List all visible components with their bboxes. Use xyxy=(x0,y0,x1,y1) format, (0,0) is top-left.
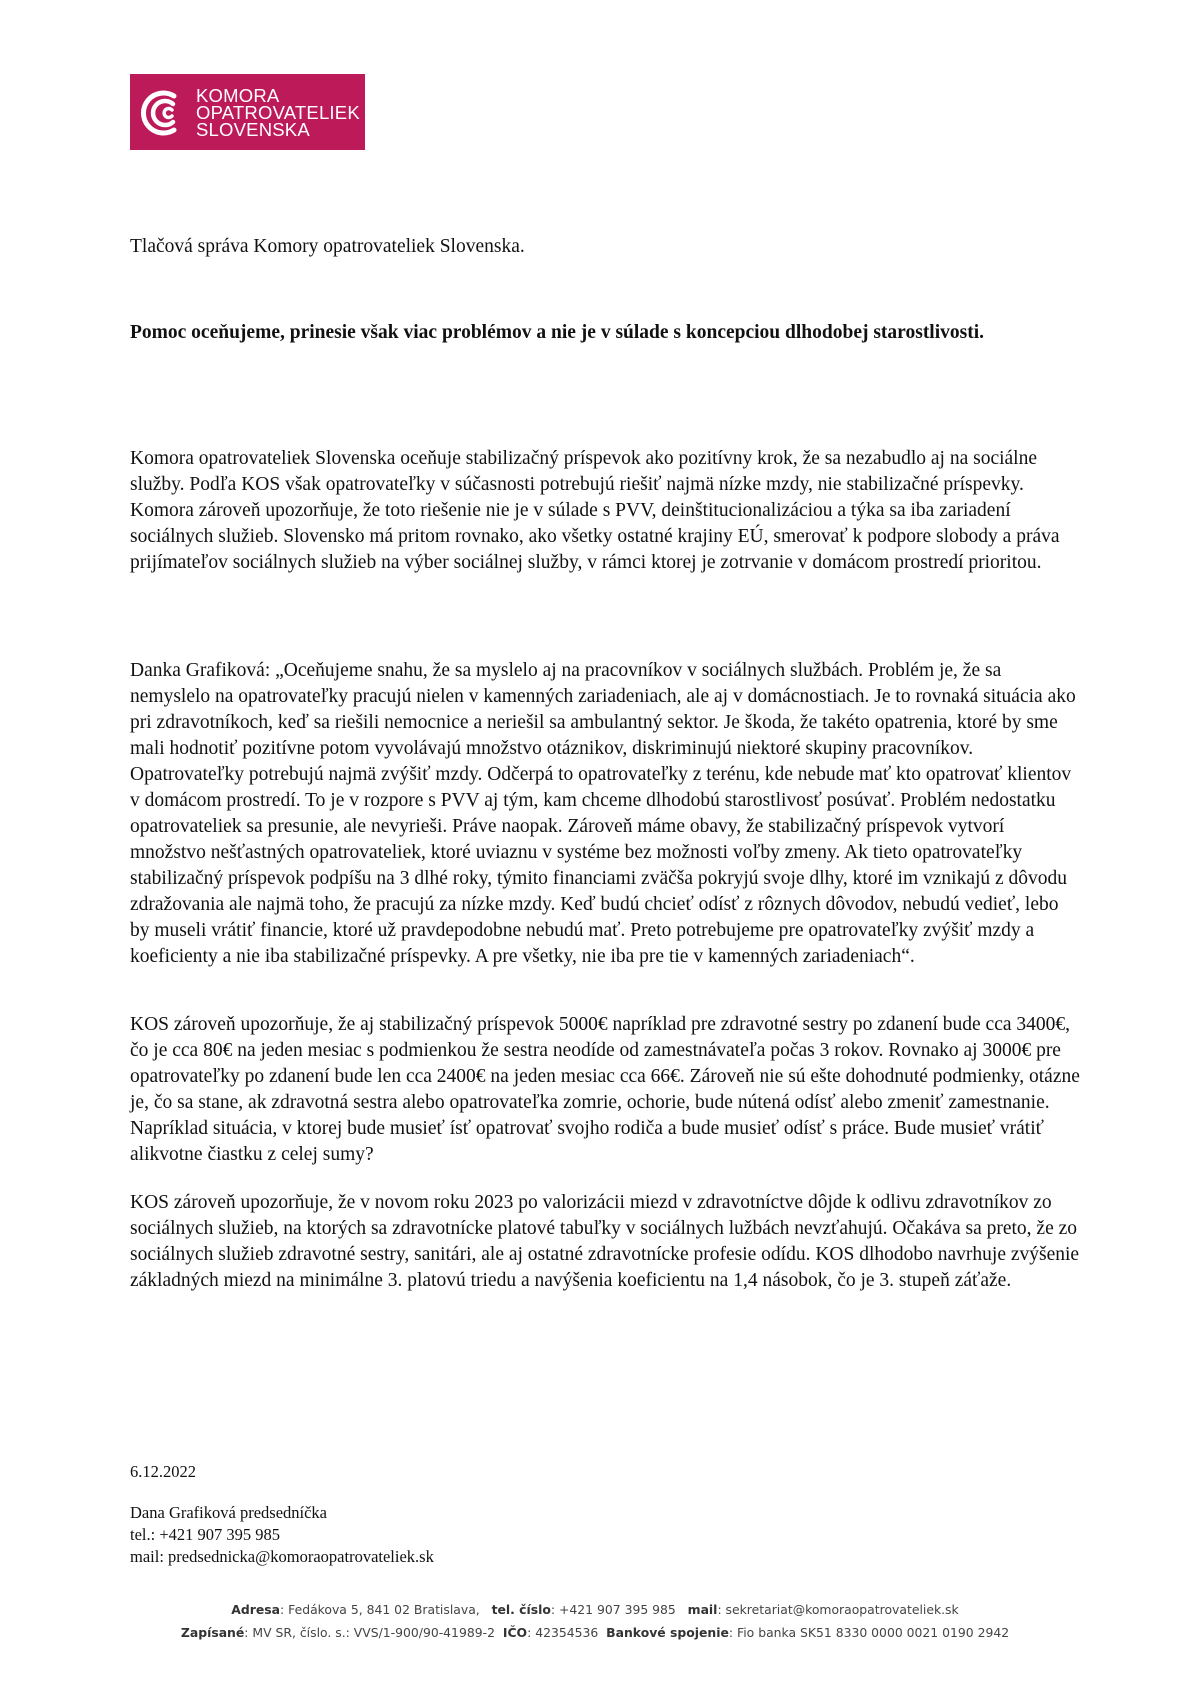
document-date: 6.12.2022 xyxy=(130,1462,196,1481)
footer-ico-value: : 42354536 xyxy=(527,1625,599,1640)
footer-phone-label: tel. číslo xyxy=(491,1602,551,1617)
logo-line-1: KOMORA xyxy=(196,84,280,106)
logo-wordmark xyxy=(196,84,360,140)
paragraph-intro: Komora opatrovateliek Slovenska oceňuje stabilizačný príspevok ako pozitívny krok, že sa nezabudlo aj na sociálne služby. Podľa KOS však opatrovateľky v súčasnosti potrebujú riešiť najmä nízke mzdy, nie stabilizačné príspevky. Komora zároveň upozorňuje, že toto riešenie nie je v súlade s PVV, deinštitucionalizáciou a týka sa iba zariadení sociálnych služieb. Slovensko má pritom rovnako, ako všetky ostatné krajiny EÚ, smerovať k podpore slobody a práva prijímateľov sociálnych služieb na výber sociálnej služby, v rámci ktorej je zotrvanie v domácom prostredí prioritou. xyxy=(130,448,1060,573)
paragraph-quote: Danka Grafiková: „Oceňujeme snahu, že sa myslelo aj na pracovníkov v sociálnych službách. Problém je, že sa nemyslelo na opatrovateľky pracujú nielen v kamenných zariadeniach, ale aj v domácnostiach. Je to rovnaká situácia ako pri zdravotníkoch, keď sa riešili nemocnice a neriešil sa ambulantný sektor. Je škoda, že takéto opatrenia, ktoré by sme mali hodnotiť pozitívne potom vyvolávajú množstvo otáznikov, diskriminujú niektoré skupiny pracovníkov. Opatrovateľky potrebujú najmä zvýšiť mzdy. Odčerpá to opatrovateľky z terénu, kde nebude mať kto opatrovať klientov v domácom prostredí. To je v rozpore s PVV aj tým, kam chceme dlhodobú starostlivosť posúvať. Problém nedostatku opatrovateliek sa presunie, ale nevyrieši. Práve naopak. Zároveň máme obavy, že stabilizačný príspevok vytvorí množstvo nešťastných opatrovateliek, ktoré uviaznu v systéme bez možnosti voľby zmeny. Ak tieto opatrovateľky stabilizačný príspevok podpíšu na 3 dlhé roky, týmito financiami zväčša pokryjú svoje dlhy, ktoré im vznikajú z dôvodu zdražovania ale najmä toho, že pracujú za nízke mzdy. Keď budú chcieť odísť z rôznych dôvodov, nebudú vedieť, lebo by museli vrátiť financie, ktoré už pravdepodobne nebudú mať. Preto potrebujeme pre opatrovateľky zvýšiť mzdy a koeficienty a nie iba stabilizačné príspevky. A pre všetky, nie iba pre tie v kamenných zariadeniach“. xyxy=(130,660,1076,967)
footer-address-value: : Fedákova 5, 841 02 Bratislava, xyxy=(280,1602,480,1617)
signature-name: Dana Grafiková predsedníčka xyxy=(130,1503,327,1522)
organization-logo xyxy=(130,74,365,150)
signature-phone: tel.: +421 907 395 985 xyxy=(130,1525,281,1544)
footer-bank-value: : Fio banka SK51 8330 0000 0021 0190 2942 xyxy=(728,1625,1010,1640)
signature-email: mail: predsednicka@komoraopatrovateliek.sk xyxy=(130,1547,434,1566)
footer-address-label: Adresa xyxy=(231,1602,281,1617)
footer-registered-label: Zapísané xyxy=(180,1625,245,1640)
footer-mail-label: mail xyxy=(687,1602,718,1617)
paragraph-contribution-details: KOS zároveň upozorňuje, že aj stabilizačný príspevok 5000€ napríklad pre zdravotné sestry po zdanení bude cca 3400€, čo je cca 80€ na jeden mesiac s podmienkou že sestra neodíde od zamestnávateľa počas 3 rokov. Rovnako aj 3000€ pre opatrovateľky po zdanení bude len cca 2400€ na jeden mesiac cca 66€. Zároveň nie sú ešte dohodnuté podmienky, otázne je, čo sa stane, ak zdravotná sestra alebo opatrovateľka zomrie, ochorie, bude nútená odísť alebo zmeniť zamestnanie. Napríklad situácia, v ktorej bude musieť ísť opatrovať svojho rodiča a bude musieť odísť s práce. Bude musieť vrátiť alikvotne čiastku z celej sumy? xyxy=(130,1014,1080,1165)
footer-line-1 xyxy=(0,1602,1190,1617)
logo-line-2: OPATROVATELIEK xyxy=(196,101,360,123)
paragraph-outflow-warning: KOS zároveň upozorňuje, že v novom roku 2023 po valorizácii miezd v zdravotníctve dôjde k odlivu zdravotníkov zo sociálnych služieb, na ktorých sa zdravotnícke platové tabuľky v sociálnych lužbách nevzťahujú. Očakáva sa preto, že zo sociálnych služieb zdravotné sestry, sanitári, ale aj ostatné zdravotnícke profesie odídu. KOS dlhodobo navrhuje zvýšenie základných miezd na minimálne 3. platovú triedu a navýšenia koeficientu na 1,4 násobok, čo je 3. stupeň záťaže. xyxy=(130,1192,1080,1291)
footer-bank-label: Bankové spojenie xyxy=(606,1625,729,1640)
document-title: Tlačová správa Komory opatrovateliek Slovenska. xyxy=(130,236,525,257)
footer-registered-value: : MV SR, číslo. s.: VVS/1-900/90-41989-2 xyxy=(244,1625,495,1640)
footer-mail-value: : sekretariat@komoraopatrovateliek.sk xyxy=(717,1602,959,1617)
kos-logo-mark-icon xyxy=(140,84,190,140)
footer-ico-label: IČO xyxy=(502,1625,528,1640)
footer-phone-value: : +421 907 395 985 xyxy=(550,1602,676,1617)
signature-block xyxy=(130,1502,434,1568)
logo-line-3: SLOVENSKA xyxy=(196,118,310,140)
footer-line-2 xyxy=(0,1625,1190,1640)
press-release-headline: Pomoc oceňujeme, prinesie však viac problémov a nie je v súlade s koncepciou dlhodobej starostlivosti. xyxy=(130,322,985,343)
